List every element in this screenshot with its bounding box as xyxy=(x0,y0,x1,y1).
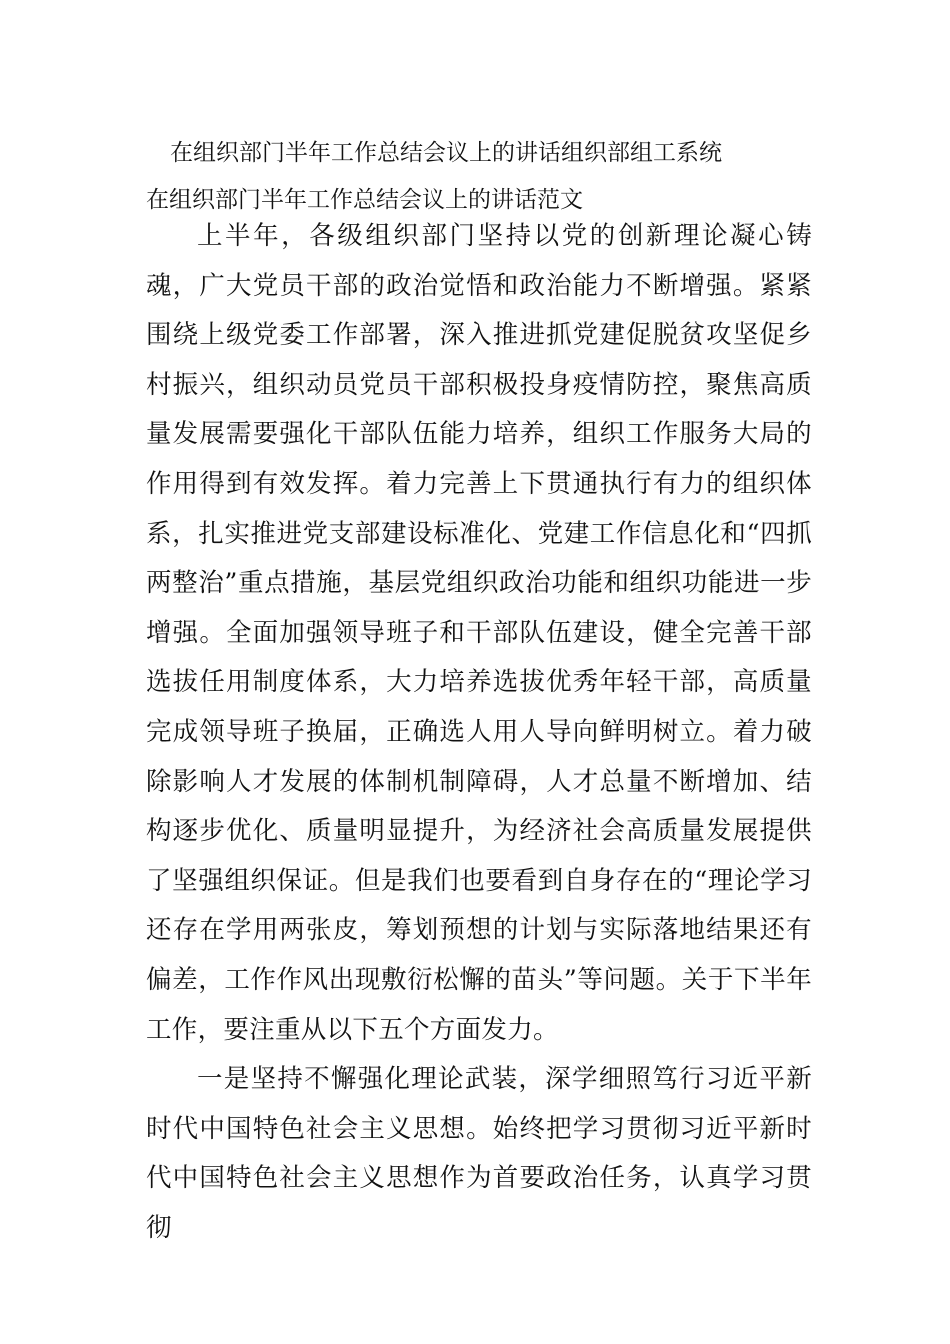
document-body xyxy=(146,212,812,1253)
body-paragraph-2: 一是坚持不懈强化理论武装，深学细照笃行习近平新时代中国特色社会主义思想。始终把学习贯彻习近平新时代中国特色社会主义思想作为首要政治任务，认真学习贯彻 xyxy=(146,1064,812,1243)
document-title-line-1: 在组织部门半年工作总结会议上的讲话组织部组工系统 xyxy=(170,140,722,166)
document-title-line-2: 在组织部门半年工作总结会议上的讲话范文 xyxy=(146,187,583,213)
body-paragraph-1: 上半年，各级组织部门坚持以党的创新理论凝心铸魂，广大党员干部的政治觉悟和政治能力不断增强。紧紧围绕上级党委工作部署，深入推进抓党建促脱贫攻坚促乡村振兴，组织动员党员干部积极投身疫情防控，聚焦高质量发展需要强化干部队伍能力培养，组织工作服务大局的作用得到有效发挥。着力完善上下贯通执行有力的组织体系，扎实推进党支部建设标准化、党建工作信息化和“四抓两整治”重点措施，基层党组织政治功能和组织功能进一步增强。全面加强领导班子和干部队伍建设，健全完善干部选拔任用制度体系，大力培养选拔优秀年轻干部，高质量完成领导班子换届，正确选人用人导向鲜明树立。着力破除影响人才发展的体制机制障碍，人才总量不断增加、结构逐步优化、质量明显提升，为经济社会高质量发展提供了坚强组织保证。但是我们也要看到自身存在的“理论学习还存在学用两张皮，筹划预想的计划与实际落地结果还有偏差，工作作风出现敷衍松懈的苗头”等问题。关于下半年工作，要注重从以下五个方面发力。 xyxy=(146,221,812,1045)
